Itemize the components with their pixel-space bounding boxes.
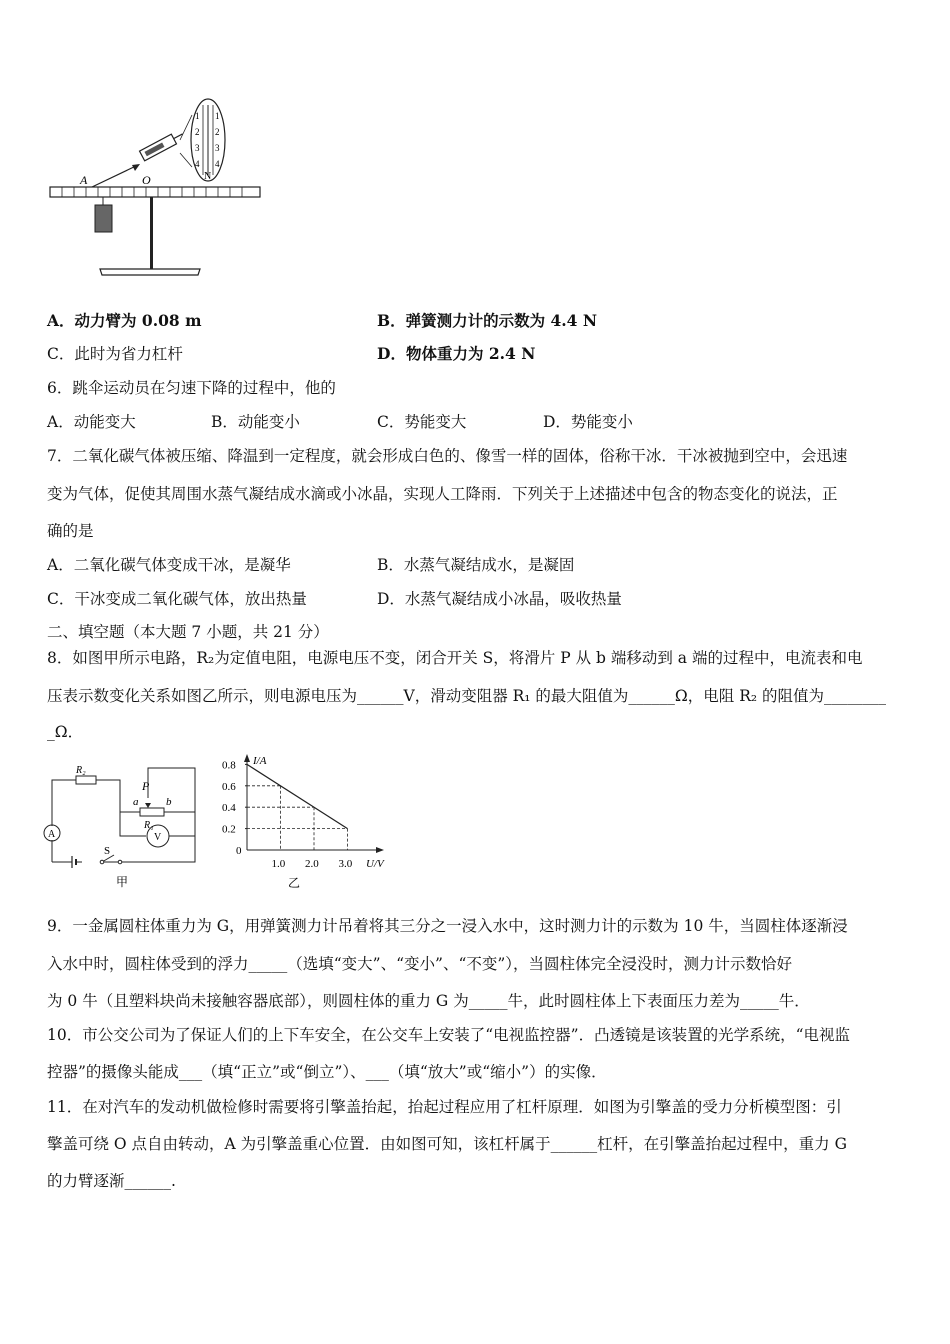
q11-line-3: 的力臂逐渐______. <box>47 1172 176 1190</box>
x-tick-label: 3.0 <box>338 858 353 870</box>
q7-option-c: C．干冰变成二氧化碳气体，放出热量 <box>47 590 307 608</box>
graph-caption: 乙 <box>288 876 301 890</box>
voltmeter-label: V <box>154 832 162 843</box>
label-A: A <box>80 173 88 187</box>
y-tick-label: 0.8 <box>222 759 236 772</box>
q9-line-2: 入水中时，圆柱体受到的浮力_____（选填“变大”、“变小”、“不变”），当圆柱体完全浸没时，测力计示数恰好 <box>47 955 793 973</box>
y-tick-label: 0.4 <box>222 802 236 815</box>
q7-line-1: 7．二氧化碳气体被压缩、降温到一定程度，就会形成白色的、像雪一样的固体，俗称干冰．干冰被抛到空中，会迅速 <box>47 447 848 465</box>
q6-option-a: A．动能变大 <box>47 413 136 431</box>
circuit-caption: 甲 <box>116 875 129 889</box>
q9-line-1: 9．一金属圆柱体重力为 G，用弹簧测力计吊着将其三分之一浸入水中，这时测力计的示数为 10 牛，当圆柱体逐渐浸 <box>47 917 848 935</box>
q11-line-2: 擎盖可绕 O 点自由转动，A 为引擎盖重心位置．由如图可知，该杠杆属于______杠杆，在引擎盖抬起过程中，重力 G <box>47 1135 847 1153</box>
scale-label-2-left: 2 <box>195 127 200 137</box>
q5-option-a: A．动力臂为 0.08 m <box>47 311 202 330</box>
label-b: b <box>166 796 172 808</box>
label-O: O <box>142 173 151 187</box>
q5-option-d: D．物体重力为 2.4 N <box>377 344 536 363</box>
scale-label-1-right: 1 <box>215 111 220 121</box>
q10-line-2: 控器”的摄像头能成___（填“正立”或“倒立”）、___（填“放大”或“缩小”）的实像． <box>47 1063 607 1081</box>
q8-line-3: _Ω． <box>47 723 84 741</box>
q10-line-1: 10．市公交公司为了保证人们的上下车安全，在公交车上安装了“电视监控器”．凸透镜是该装置的光学系统，“电视监 <box>47 1026 850 1044</box>
x-axis-label: U/V <box>366 858 384 870</box>
scale-label-2-right: 2 <box>215 127 220 137</box>
q6-option-b: B．动能变小 <box>211 413 300 431</box>
switch-label: S <box>104 845 111 857</box>
scale-label-3-left: 3 <box>195 143 200 153</box>
q7-option-d: D．水蒸气凝结成小冰晶，吸收热量 <box>377 590 622 608</box>
label-R1: R₁ <box>144 820 154 831</box>
q9-line-3: 为 0 牛（且塑料块尚未接触容器底部），则圆柱体的重力 G 为_____牛，此时圆柱体上下表面压力差为_____牛． <box>47 992 810 1010</box>
q5-option-c: C．此时为省力杠杆 <box>47 345 183 363</box>
q11-line-1: 11．在对汽车的发动机做检修时需要将引擎盖抬起，抬起过程应用了杠杆原理．如图为引擎盖的受力分析模型图：引 <box>47 1098 842 1116</box>
q7-line-2: 变为气体，促使其周围水蒸气凝结成水滴或小冰晶，实现人工降雨．下列关于上述描述中包含的物态变化的说法，正 <box>47 485 838 503</box>
q8-line-2: 压表示数变化关系如图乙所示，则电源电压为______V，滑动变阻器 R₁ 的最大阻值为______Ω，电阻 R₂ 的阻值为________ <box>47 687 887 705</box>
q6-stem: 6．跳伞运动员在匀速下降的过程中，他的 <box>47 379 336 397</box>
lever-figure <box>40 95 270 280</box>
scale-label-4-left: 4 <box>195 159 200 169</box>
origin-label: 0 <box>236 845 242 857</box>
y-axis-label: I/A <box>253 755 267 767</box>
ammeter-label: A <box>48 829 56 840</box>
q5-option-b: B．弹簧测力计的示数为 4.4 N <box>377 311 598 330</box>
y-tick-label: 0.2 <box>222 823 236 836</box>
q7-line-3: 确的是 <box>47 522 94 540</box>
q6-option-c: C．势能变大 <box>377 413 467 431</box>
label-R2: R₂ <box>76 765 86 776</box>
scale-label-4-right: 4 <box>215 159 220 169</box>
q7-option-b: B．水蒸气凝结成水，是凝固 <box>377 556 575 574</box>
iu-graph <box>220 750 395 895</box>
scale-label-3-right: 3 <box>215 143 220 153</box>
x-tick-label: 2.0 <box>305 858 319 870</box>
label-a: a <box>133 796 139 808</box>
q8-line-1: 8．如图甲所示电路，R₂为定值电阻，电源电压不变，闭合开关 S，将滑片 P 从 b 端移动到 a 端的过程中，电流表和电 <box>47 649 863 667</box>
iu-line <box>247 764 348 828</box>
circuit-diagram <box>40 760 205 890</box>
q7-option-a: A．二氧化碳气体变成干冰，是凝华 <box>47 556 291 574</box>
q6-option-d: D．势能变小 <box>543 413 633 431</box>
label-P: P <box>142 779 150 793</box>
section-heading: 二、填空题（本大题 7 小题，共 21 分） <box>47 623 329 641</box>
x-tick-label: 1.0 <box>271 858 286 870</box>
scale-label-1-left: 1 <box>195 111 200 121</box>
label-N: N <box>204 171 212 182</box>
y-tick-label: 0.6 <box>222 780 236 793</box>
